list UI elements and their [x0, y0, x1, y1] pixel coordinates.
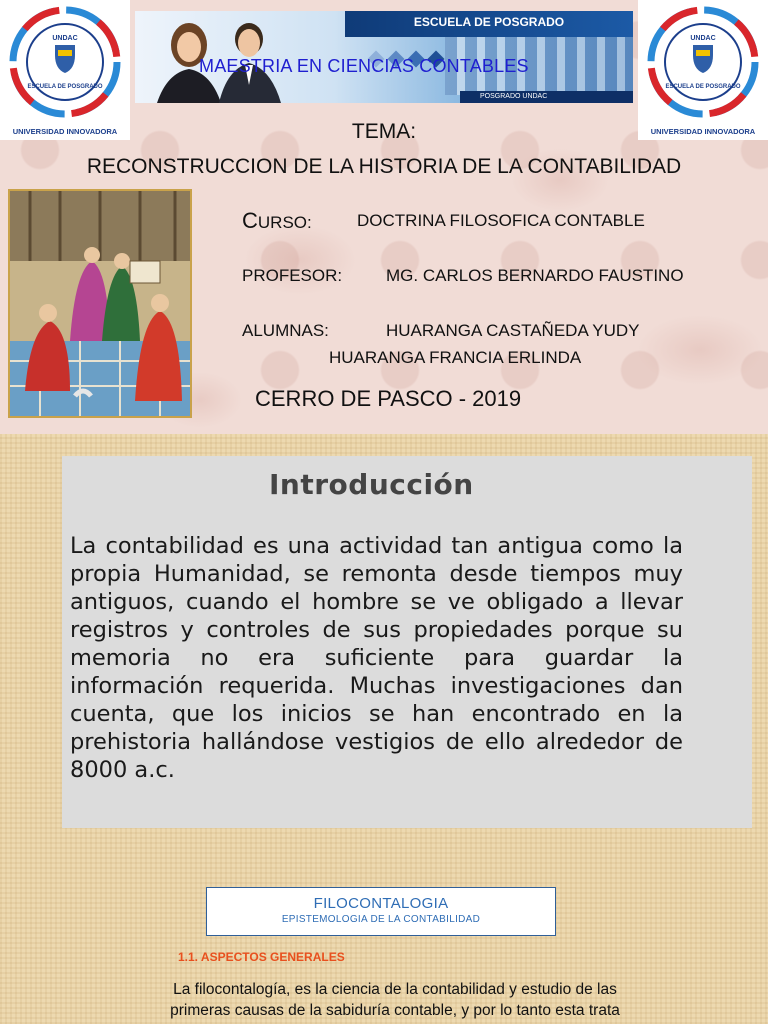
course-label	[242, 208, 312, 234]
professor-name: MG. CARLOS BERNARDO FAUSTINO	[386, 266, 684, 285]
banner-footer: POSGRADO UNDAC	[460, 91, 633, 103]
introduction-paragraph: La contabilidad es una actividad tan antigua como la propia Humanidad, se remonta desde tiempos muy antiguos, cuando el hombre se ve obligado a llevar registros y controles de sus propiedades porque su memoria no era suficiente para guardar la información requerida. Muchas investigaciones dan cuenta, que los inicios se han encontrado en la prehistoria hallándose vestigios de ello alrededor de 8000 a.c.	[70, 533, 683, 783]
student-name: HUARANGA CASTAÑEDA YUDY	[386, 321, 640, 340]
title-slide	[0, 0, 768, 434]
svg-text:UNDAC: UNDAC	[690, 35, 716, 42]
students-label: ALUMNAS:	[242, 321, 329, 340]
course-label-initial: C	[242, 208, 258, 233]
introduction-slide	[0, 434, 768, 1024]
professor-label: PROFESOR:	[242, 266, 343, 285]
introduction-heading: Introducción	[269, 468, 474, 501]
subsection-heading: 1.1. ASPECTOS GENERALES	[178, 950, 345, 964]
undac-seal-icon	[0, 0, 130, 140]
section-title-box	[206, 887, 556, 936]
svg-text:UNIVERSIDAD INNOVADORA: UNIVERSIDAD INNOVADORA	[650, 127, 756, 136]
undac-seal-icon	[638, 0, 768, 140]
introduction-panel	[62, 456, 752, 828]
medieval-painting-image	[8, 189, 192, 418]
student-name: HUARANGA FRANCIA ERLINDA	[329, 348, 582, 367]
course-name: DOCTRINA FILOSOFICA CONTABLE	[357, 211, 645, 230]
svg-text:ESCUELA DE POSGRADO: ESCUELA DE POSGRADO	[665, 84, 741, 90]
topic-label: TEMA:	[351, 120, 417, 143]
svg-text:ESCUELA DE POSGRADO: ESCUELA DE POSGRADO	[27, 84, 103, 90]
svg-text:UNDAC: UNDAC	[52, 35, 78, 42]
section-subtitle: EPISTEMOLOGIA DE LA CONTABILIDAD	[281, 914, 481, 925]
body-paragraph: La filocontalogía, es la ciencia de la contabilidad y estudio de las primeras causas de la sabiduría contable, y por lo tanto esta trata	[170, 981, 620, 1019]
section-title: FILOCONTALOGIA	[313, 895, 449, 912]
university-logo-right	[638, 0, 768, 140]
university-logo-left	[0, 0, 130, 140]
course-label-rest: URSO:	[257, 213, 312, 232]
svg-text:UNIVERSIDAD INNOVADORA: UNIVERSIDAD INNOVADORA	[12, 127, 118, 136]
place-year: CERRO DE PASCO - 2019	[255, 386, 522, 411]
topic-title: RECONSTRUCCION DE LA HISTORIA DE LA CONTABILIDAD	[86, 155, 682, 178]
banner-header: ESCUELA DE POSGRADO	[345, 11, 633, 37]
posgrado-banner	[135, 11, 633, 103]
program-title: MAESTRIA EN CIENCIAS CONTABLES	[199, 56, 529, 76]
